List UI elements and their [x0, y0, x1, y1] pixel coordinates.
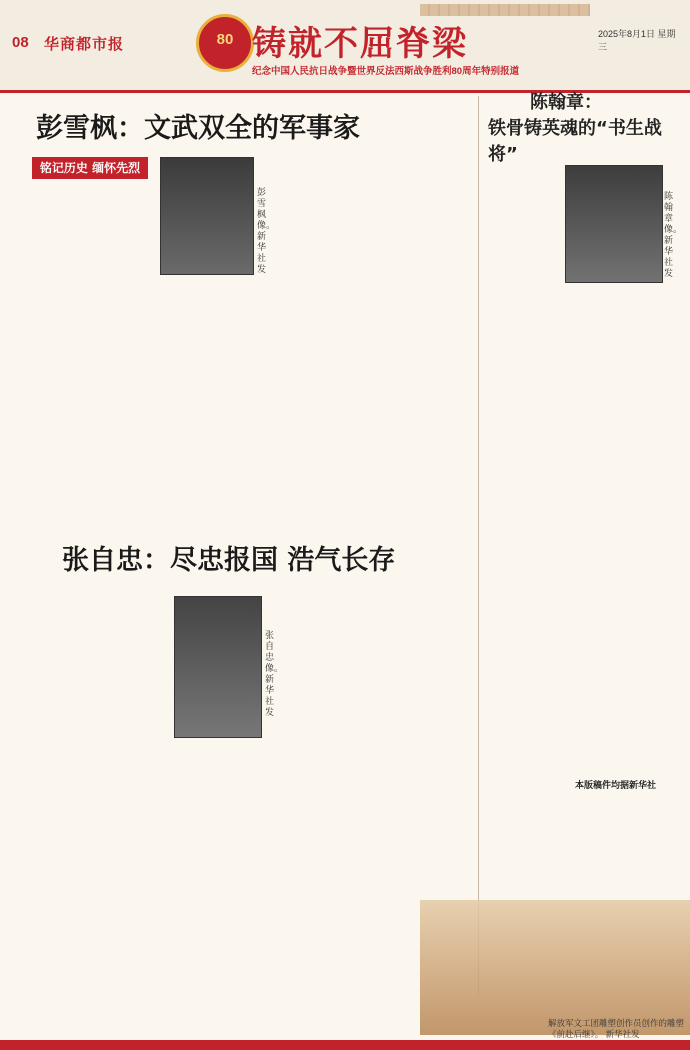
emblem-number: 80 — [216, 31, 234, 48]
article-title-peng-xuefeng: 彭雪枫：文武双全的军事家 — [36, 113, 360, 144]
great-wall-decoration — [420, 4, 590, 16]
newspaper-name: 华商都市报 — [44, 35, 125, 53]
portrait-photo-chen-hanzhang — [565, 165, 683, 283]
photo-caption: 彭雪枫像。 新华社发 — [257, 188, 276, 275]
article-title-zhang-zizhong: 张自忠：尽忠报国 浩气长存 — [62, 545, 396, 576]
sculpture-caption: 解放军文工团雕塑创作员创作的雕塑《前赴后继》。 新华社发 — [548, 1018, 685, 1039]
article-title-chen-hanzhang-line2: 铁骨铸英魂的“书生战将” — [488, 118, 662, 165]
column-divider — [478, 96, 479, 996]
portrait-photo-zhang-zizhong — [174, 596, 284, 738]
special-banner-subtitle: 纪念中国人民抗日战争暨世界反法西斯战争胜利80周年特别报道 — [252, 66, 520, 77]
column-label: 铭记历史 缅怀先烈 — [32, 157, 148, 179]
article-title-chen-hanzhang-line1: 陈翰章： — [530, 92, 602, 113]
photo-caption: 张自忠像。 新华社发 — [265, 631, 284, 718]
photo-caption: 陈翰章像。 新华社发 — [664, 192, 683, 279]
page-number: 08 — [12, 34, 29, 51]
issue-date: 2025年8月1日 星期三 — [598, 29, 676, 52]
page-footer-bar — [0, 1040, 690, 1050]
sculpture-photo — [420, 900, 690, 1035]
special-banner-title: 铸就不屈脊梁 — [252, 24, 468, 64]
anniversary-emblem-icon — [196, 14, 254, 72]
portrait-photo-peng-xuefeng — [160, 157, 276, 275]
source-credit: 本版稿件均据新华社 — [575, 780, 657, 790]
